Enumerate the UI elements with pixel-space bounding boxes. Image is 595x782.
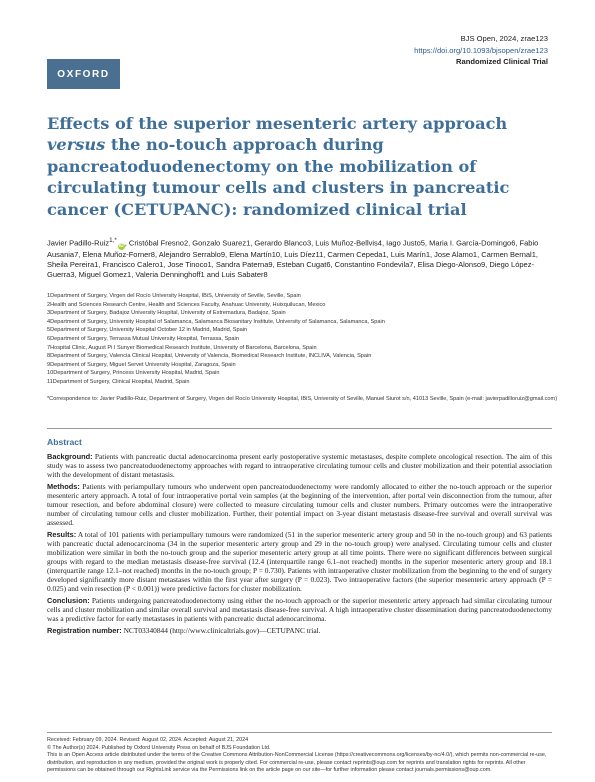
conclusion-label: Conclusion:	[47, 596, 90, 605]
article-title	[47, 113, 567, 220]
footer-copyright: © The Author(s) 2024. Published by Oxford University Press on behalf of BJS Foundation Ltd.	[47, 744, 271, 751]
methods-text: Patients with periampullary tumours who underwent open pancreatoduodenectomy were randomly allocated to either the no-touch approach or the superior mesenteric artery approach. A total of four intraoperative portal vein samples (at the beginning of the intervention, after portal vein disconnection from the tumour, after tumour resection, and before abdominal closure) were collected to measure circulating tumour cells and cluster numbers. Primary outcomes were the intraoperative number of circulating tumour cells and cluster mobilization. Further, their potential impact on 3-year distant metastasis disease-free survival and overall survival was assessed.	[47, 482, 552, 527]
affiliation-item: 10Department of Surgery, Princess University Hospital, Madrid, Spain	[47, 370, 220, 377]
orcid-icon[interactable]: iD	[118, 242, 124, 249]
abstract-heading: Abstract	[47, 437, 82, 447]
affiliation-item: 9Department of Surgery, Miguel Servet University Hospital, Zaragoza, Spain	[47, 361, 236, 368]
abstract-background	[47, 452, 552, 479]
title-part-2: the no-touch approach during pancreatoduodenectomy on the mobilization of circulating tumour cells and clusters in pancreatic cancer (CETUPANC): randomized clinical trial	[47, 135, 510, 219]
oxford-logo: OXFORD	[47, 59, 120, 89]
affiliation-item: 2Health and Sciences Research Centre, Health and Sciences Faculty, Anahuac University, Huixquilucan, Mexico	[47, 301, 326, 308]
first-author[interactable]: Javier Padillo-Ruiz	[47, 238, 110, 248]
other-authors: , Cristóbal Fresno2, Gonzalo Suarez1, Gerardo Blanco3, Luis Muñoz-Bellvis4, Iago Justo5, Maria I. García-Domingo6, Fabio Ausania7, Elena Muñoz-Forner8, Alejandro Serrablo9, Elena Martín10, Luis Díez11, Carmen Cepeda1, Luis Marín1, Jose Alamo1, Carmen Bernal1, Sheila Pereira1, Francisco Calero1, Jose Tinoco1, Sandra Paterna9, Esteban Cugat6, Constantino Fondevila7, Elisa Diego-Alonso9, Diego López-Guerra3, Miguel Gomez1, Valeria Denninghoff1 and Luis Sabater8	[47, 238, 539, 279]
affiliation-item: 3Department of Surgery, Badajoz University Hospital, University of Extremadura, Badajoz, Spain	[47, 310, 286, 317]
article-type: Randomized Clinical Trial	[456, 57, 548, 66]
correspondence: *Correspondence to: Javier Padillo-Ruiz, Department of Surgery, Virgen del Rocío University Hospital, IBiS, University of Seville, Manuel Siurot s/n, 41013 Seville, Spain (e-mail: javierpadilloruiz@gmail.com)	[47, 396, 558, 402]
title-part-1: Effects of the superior mesenteric artery approach	[47, 114, 508, 133]
affiliation-item: 5Department of Surgery, University Hospital October 12 in Madrid, Madrid, Spain	[47, 327, 248, 334]
registration-text: NCT03340844 (http://www.clinicaltrials.gov)—CETUPANC trial.	[121, 626, 321, 635]
journal-citation: BJS Open, 2024, zrae123	[460, 34, 548, 43]
journal-header	[414, 33, 548, 68]
doi-link[interactable]: https://doi.org/10.1093/bjsopen/zrae123	[414, 45, 548, 55]
affiliation-item: 11Department of Surgery, Clinical Hospital, Madrid, Spain	[47, 378, 190, 385]
abstract-methods	[47, 482, 552, 527]
background-text: Patients with pancreatic ductal adenocarcinoma present early postoperative systemic metastases, despite complete oncological resection. The aim of this study was to assess two pancreatoduodenectomy approaches with regard to intraoperative circulating tumour cells and cluster mobilization and their potential association with the development of distant metastasis.	[47, 452, 552, 479]
author-list	[47, 236, 557, 280]
abstract-body	[47, 452, 552, 638]
abstract-conclusion	[47, 596, 552, 623]
affiliation-item: 6Department of Surgery, Terrassa Mutual University Hospital, Terrassa, Spain	[47, 335, 239, 342]
conclusion-text: Patients undergoing pancreatoduodenectomy using either the no-touch approach or the superior mesenteric artery approach had similar circulating tumour cells and cluster mobilization and similar overall survival and metastasis disease-free survival. A high intraoperative cluster dissemination during pancreatoduodenectomy was a predictive factor for early metastases in patients with pancreatic ductal adenocarcinoma.	[47, 596, 552, 623]
footer-dates: Received: February 09, 2024. Revised: August 02, 2024. Accepted: August 21, 2024	[47, 737, 249, 743]
results-text: A total of 101 patients with periampullary tumours were randomized (51 in the superior mesenteric artery group and 50 in the no-touch group) and 63 patients with pancreatic ductal adenocarcinoma (34 in the superior mesenteric artery group and 29 in the no-touch group) were analysed. Circulating tumour cells and cluster mobilization were similar in both the no-touch group and the superior mesenteric artery group at all time points. There were no significant differences between surgical groups with regard to the median metastasis disease-free survival (12.4 (interquartile range 6.1–not reached) months in the superior mesenteric artery group and 18.1 (interquartile range 12.1–not reached) months in the no-touch group; P = 0.730). Patients with intraoperative cluster mobilization from the beginning to the end of surgery developed significantly more distant metastases within the first year after surgery (P = 0.023). Two intraoperative factors (the superior mesenteric artery approach (P = 0.025) and vein resection (P < 0.001)) were predictive factors for cluster mobilization.	[47, 530, 552, 593]
affiliation-item: 7Hospital Clinic, August Pi I Sunyer Biomedical Research Institute, University of Barcelona, Barcelona, Spain	[47, 344, 317, 351]
abstract-registration	[47, 626, 552, 635]
background-label: Background:	[47, 452, 93, 461]
footer	[47, 737, 552, 775]
footer-license: This is an Open Access article distributed under the terms of the Creative Commons Attribution-NonCommercial License (https://creativecommons.org/licenses/by-nc/4.0/), which permits non-commercial re-use, distribution, and reproduction in any medium, provided the original work is properly cited. For commercial re-use, please contact reprints@oup.com for reprints and translation rights for reprints. All other permissions can be obtained through our RightsLink service via the Permissions link on the article page on our site—for further information please contact journals.permissions@oup.com.	[47, 752, 547, 774]
methods-label: Methods:	[47, 482, 80, 491]
affiliations	[47, 292, 557, 387]
affiliation-item: 1Department of Surgery, Virgen del Rocío University Hospital, IBiS, University of Seville, Seville, Spain	[47, 293, 301, 299]
affiliation-item: 8Department of Surgery, Valencia Clinical Hospital, University of Valencia, Biomedical Research Institute, INCLIVA, Valencia, Spain	[47, 353, 372, 360]
title-italic: versus	[47, 135, 106, 155]
abstract-results	[47, 530, 552, 593]
registration-label: Registration number:	[47, 626, 122, 635]
results-label: Results:	[47, 530, 77, 539]
affiliation-item: 4Department of Surgery, University Hospital of Salamanca, Salamanca Biosanitary Institute, University of Salamanca, Salamanca, Spain	[47, 318, 385, 325]
divider-bottom	[47, 732, 552, 733]
first-author-sup: 1,*	[109, 237, 117, 244]
divider-top	[47, 428, 552, 429]
